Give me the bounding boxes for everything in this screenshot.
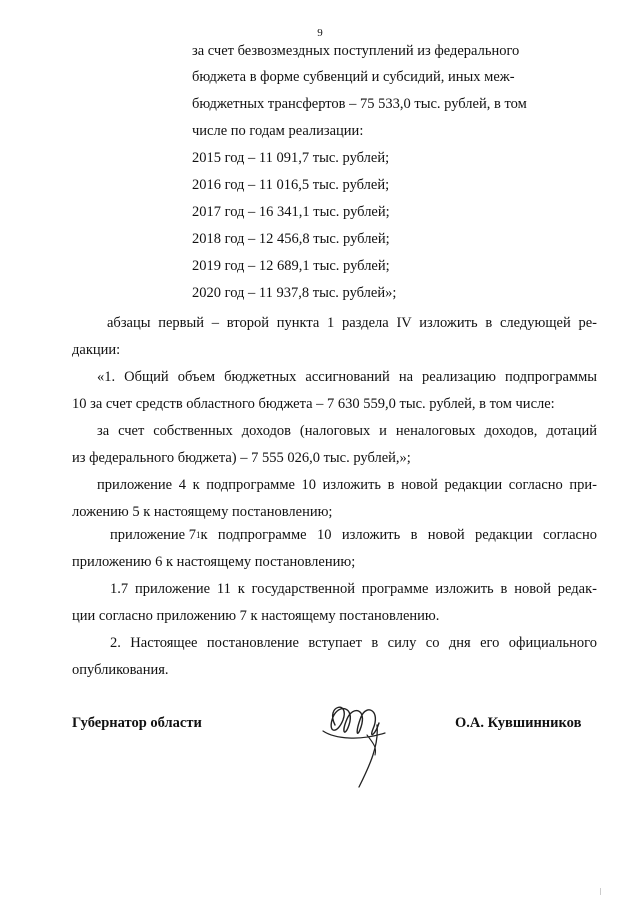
paragraph-line: из федерального бюджета) – 7 555 026,0 тыс. рублей,»; <box>72 450 411 466</box>
paragraph-line: ции согласно приложению 7 к настоящему постановлению. <box>72 608 440 624</box>
funding-year-line: 2016 год – 11 016,5 тыс. рублей; <box>192 177 390 193</box>
paragraph-line: за счет собственных доходов (налоговых и неналоговых доходов, дотаций <box>97 423 597 439</box>
paragraph-line: 10 за счет средств областного бюджета – 7 630 559,0 тыс. рублей, в том числе: <box>72 396 555 412</box>
funding-year-line: 2015 год – 11 091,7 тыс. рублей; <box>192 150 390 166</box>
funding-year-line: 2020 год – 11 937,8 тыс. рублей»; <box>192 285 397 301</box>
funding-line: числе по годам реализации: <box>192 123 364 139</box>
paragraph-line: «1. Общий объем бюджетных ассигнований на реализацию подпрограммы <box>97 369 597 385</box>
text-fragment: к подпрограмме 10 изложить в новой редакции согласно <box>200 527 597 543</box>
signer-position: Губернатор области <box>72 715 202 731</box>
paragraph-line: ложению 5 к настоящему постановлению; <box>72 504 333 520</box>
handwritten-signature <box>315 695 405 795</box>
funding-year-line: 2017 год – 16 341,1 тыс. рублей; <box>192 204 390 220</box>
page-number: 9 <box>317 27 323 39</box>
paragraph-line: 1.7 приложение 11 к государственной программе изложить в новой редак- <box>110 581 597 597</box>
paragraph-line <box>110 528 597 543</box>
funding-line: бюджетных трансфертов – 75 533,0 тыс. рублей, в том <box>192 96 527 112</box>
funding-line: бюджета в форме субвенций и субсидий, иных меж- <box>192 69 515 85</box>
paragraph-line: опубликования. <box>72 662 169 678</box>
paragraph-line: приложение 4 к подпрограмме 10 изложить в новой редакции согласно при- <box>97 477 597 493</box>
funding-year-line: 2019 год – 12 689,1 тыс. рублей; <box>192 258 390 274</box>
paragraph-line: приложению 6 к настоящему постановлению; <box>72 554 356 570</box>
superscript: 1 <box>196 530 201 540</box>
signer-name: О.А. Кувшинников <box>455 715 582 731</box>
paragraph-line: абзацы первый – второй пункта 1 раздела IV изложить в следующей ре- <box>107 315 597 331</box>
paragraph-line: 2. Настоящее постановление вступает в силу со дня его официального <box>110 635 597 651</box>
funding-line: за счет безвозмездных поступлений из федерального <box>192 43 520 59</box>
funding-year-line: 2018 год – 12 456,8 тыс. рублей; <box>192 231 390 247</box>
paragraph-line: дакции: <box>72 342 121 358</box>
text-fragment: приложение 7 <box>110 527 196 543</box>
scan-mark <box>600 888 601 895</box>
